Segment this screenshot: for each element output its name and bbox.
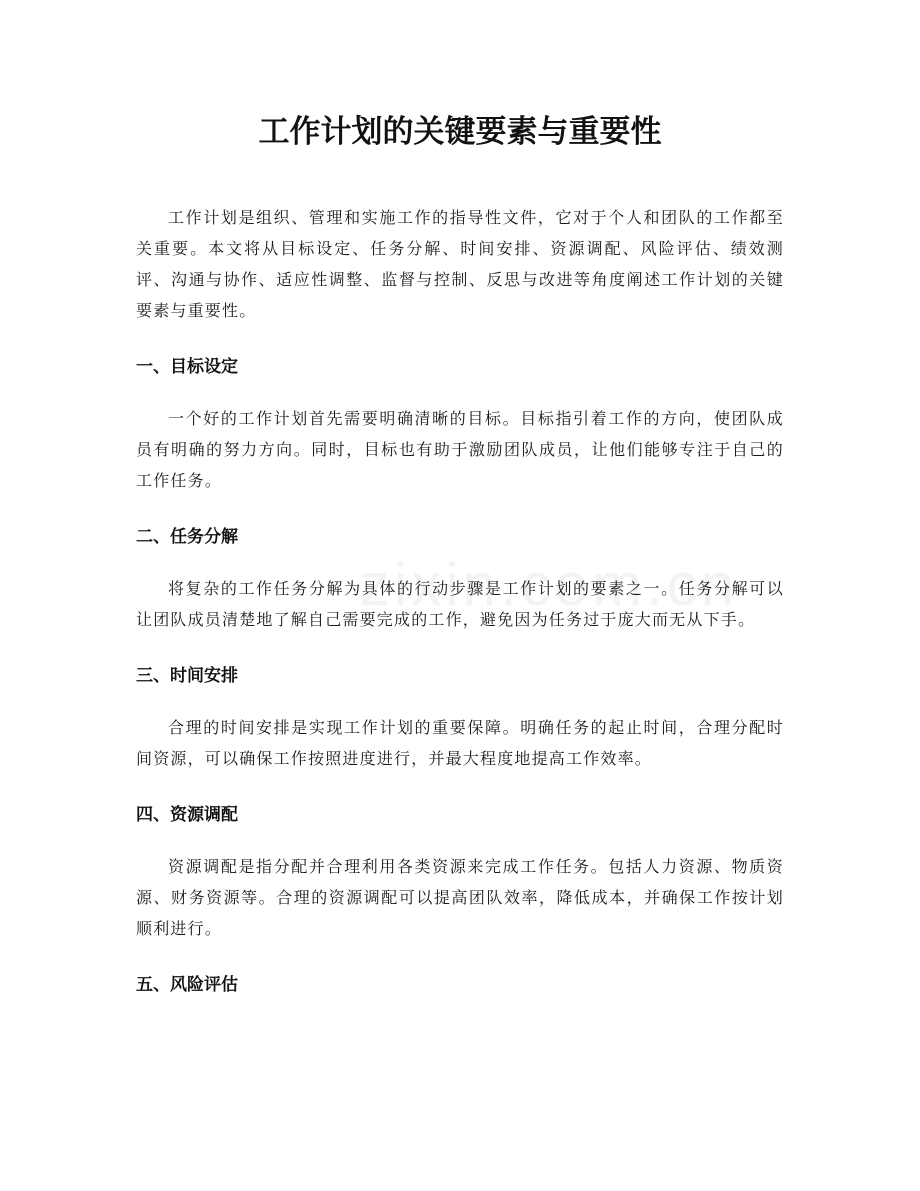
- section-paragraph: 一个好的工作计划首先需要明确清晰的目标。目标指引着工作的方向，使团队成员有明确的努力方向。同时，目标也有助于激励团队成员，让他们能够专注于自己的工作任务。: [136, 409, 784, 490]
- intro-block: [136, 202, 784, 326]
- section-task-breakdown: [136, 524, 784, 635]
- section-heading: 四、资源调配: [136, 805, 238, 825]
- document-title: 工作计划的关键要素与重要性: [258, 114, 662, 150]
- intro-paragraph: 工作计划是组织、管理和实施工作的指导性文件，它对于个人和团队的工作都至关重要。本文将从目标设定、任务分解、时间安排、资源调配、风险评估、绩效测评、沟通与协作、适应性调整、监督与控制、反思与改进等角度阐述工作计划的关键要素与重要性。: [136, 208, 784, 320]
- section-paragraph: 合理的时间安排是实现工作计划的重要保障。明确任务的起止时间，合理分配时间资源，可以确保工作按照进度进行，并最大程度地提高工作效率。: [136, 718, 784, 768]
- section-heading: 五、风险评估: [136, 975, 238, 995]
- section-heading: 二、任务分解: [136, 527, 238, 547]
- section-heading: 三、时间安排: [136, 666, 238, 686]
- section-heading: 一、目标设定: [136, 357, 238, 377]
- section-paragraph: 资源调配是指分配并合理利用各类资源来完成工作任务。包括人力资源、物质资源、财务资源等。合理的资源调配可以提高团队效率，降低成本，并确保工作按计划顺利进行。: [136, 857, 784, 938]
- section-time-arrangement: [136, 663, 784, 774]
- section-resource-allocation: [136, 802, 784, 944]
- section-goal-setting: [136, 354, 784, 496]
- section-risk-assessment: [136, 972, 784, 998]
- section-paragraph: 将复杂的工作任务分解为具体的行动步骤是工作计划的要素之一。任务分解可以让团队成员清楚地了解自己需要完成的工作，避免因为任务过于庞大而无从下手。: [136, 579, 784, 629]
